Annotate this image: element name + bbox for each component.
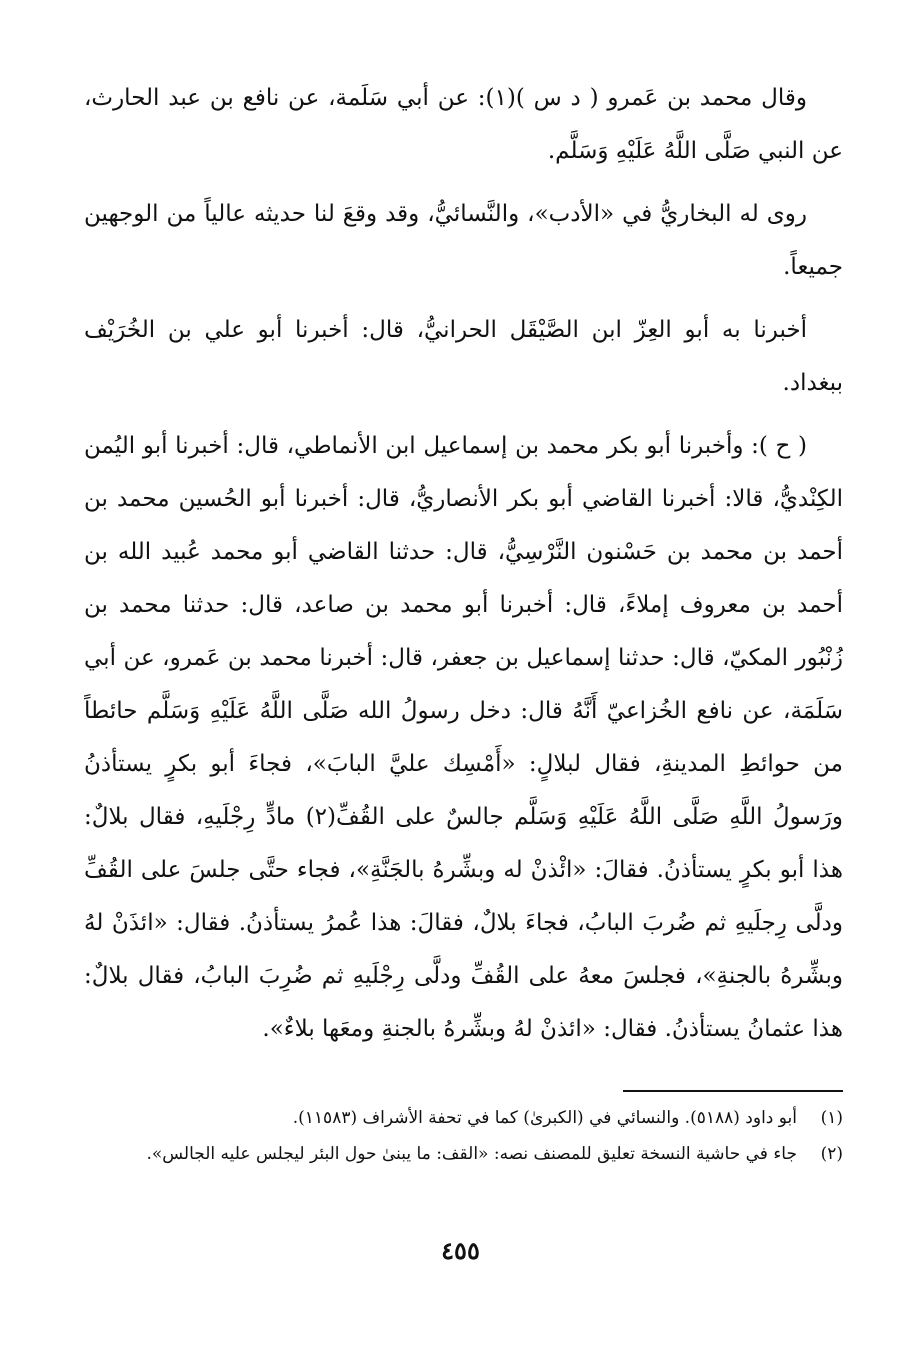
paragraph-isnad-1: أخبرنا به أبو العِزّ ابن الصَّيْقَل الحرانيُّ، قال: أخبرنا أبو علي بن الخُرَيْف ببغداد. bbox=[84, 317, 843, 396]
footnote-item bbox=[84, 1100, 843, 1136]
footnote-item bbox=[84, 1136, 843, 1172]
footnote-text: أبو داود (٥١٨٨). والنسائي في (الكبرىٰ) كما في تحفة الأشراف (١١٥٨٣). bbox=[292, 1108, 797, 1128]
page-number: ٤٥٥ bbox=[441, 1236, 480, 1265]
footnote-divider bbox=[623, 1090, 843, 1092]
footnotes bbox=[84, 1100, 843, 1172]
paragraph-transmitters: روى له البخاريُّ في «الأدب»، والنَّسائيُّ، وقد وقعَ لنا حديثه عالياً من الوجهين جميعاً. bbox=[84, 201, 843, 280]
main-text bbox=[84, 72, 843, 1056]
paragraph-narration: وقال محمد بن عَمرو ( د س )(١): عن أبي سَلَمة، عن نافع بن عبد الحارث، عن النبي صَلَّى اللَّهُ عَلَيْهِ وَسَلَّم. bbox=[84, 85, 843, 164]
paragraph-isnad-hadith: ( ح ): وأخبرنا أبو بكر محمد بن إسماعيل ابن الأنماطي، قال: أخبرنا أبو اليُمن الكِنْديُّ، قالا: أخبرنا القاضي أبو بكر الأنصاريُّ، قال: أخبرنا أبو الحُسين محمد بن أحمد بن محمد بن حَسْنون النَّرْسِيُّ، قال: حدثنا القاضي أبو محمد عُبيد الله بن أحمد بن معروف إملاءً، قال: أخبرنا أبو محمد بن صاعد، قال: حدثنا محمد بن زُنْبُور المكيّ، قال: حدثنا إسماعيل بن جعفر، قال: أخبرنا محمد بن عَمرو، عن أبي سَلَمَة، عن نافع الخُزاعيّ أَنَّهُ قال: دخل رسولُ الله صَلَّى اللَّهُ عَلَيْهِ وَسَلَّم حائطاً من حوائطِ المدينةِ، فقال لبلالٍ: «أَمْسِك عليَّ البابَ»، فجاءَ أبو بكرٍ يستأذنُ ورَسولُ اللَّهِ صَلَّى اللَّهُ عَلَيْهِ وَسَلَّم جالسٌ على القُفِّ(٢) مادٍّ رِجْلَيهِ، فقال بلالٌ: هذا أبو بكرٍ يستأذنُ. فقالَ: «ائْذنْ له وبشِّرهُ بالجَنَّةِ»، فجاء حتَّى جلسَ على القُفِّ ودلَّى رِجلَيهِ ثم ضُربَ البابُ، فجاءَ بلالٌ، فقالَ: هذا عُمرُ يستأذنُ. فقال: «ائذَنْ لهُ وبشِّرهُ بالجنةِ»، فجلسَ معهُ على القُفِّ ودلَّى رِجْلَيهِ ثم ضُرِبَ البابُ، فقال بلالٌ: هذا عثمانُ يستأذنُ. فقال: «ائذنْ لهُ وبشِّرهُ بالجنةِ ومعَها بلاءٌ». bbox=[84, 433, 844, 1042]
footnote-number: (١) bbox=[820, 1108, 843, 1128]
footnote-text: جاء في حاشية النسخة تعليق للمصنف نصه: «القف: ما يبنىٰ حول البئر ليجلس عليه الجالس». bbox=[146, 1144, 797, 1164]
footnote-number: (٢) bbox=[820, 1144, 843, 1164]
